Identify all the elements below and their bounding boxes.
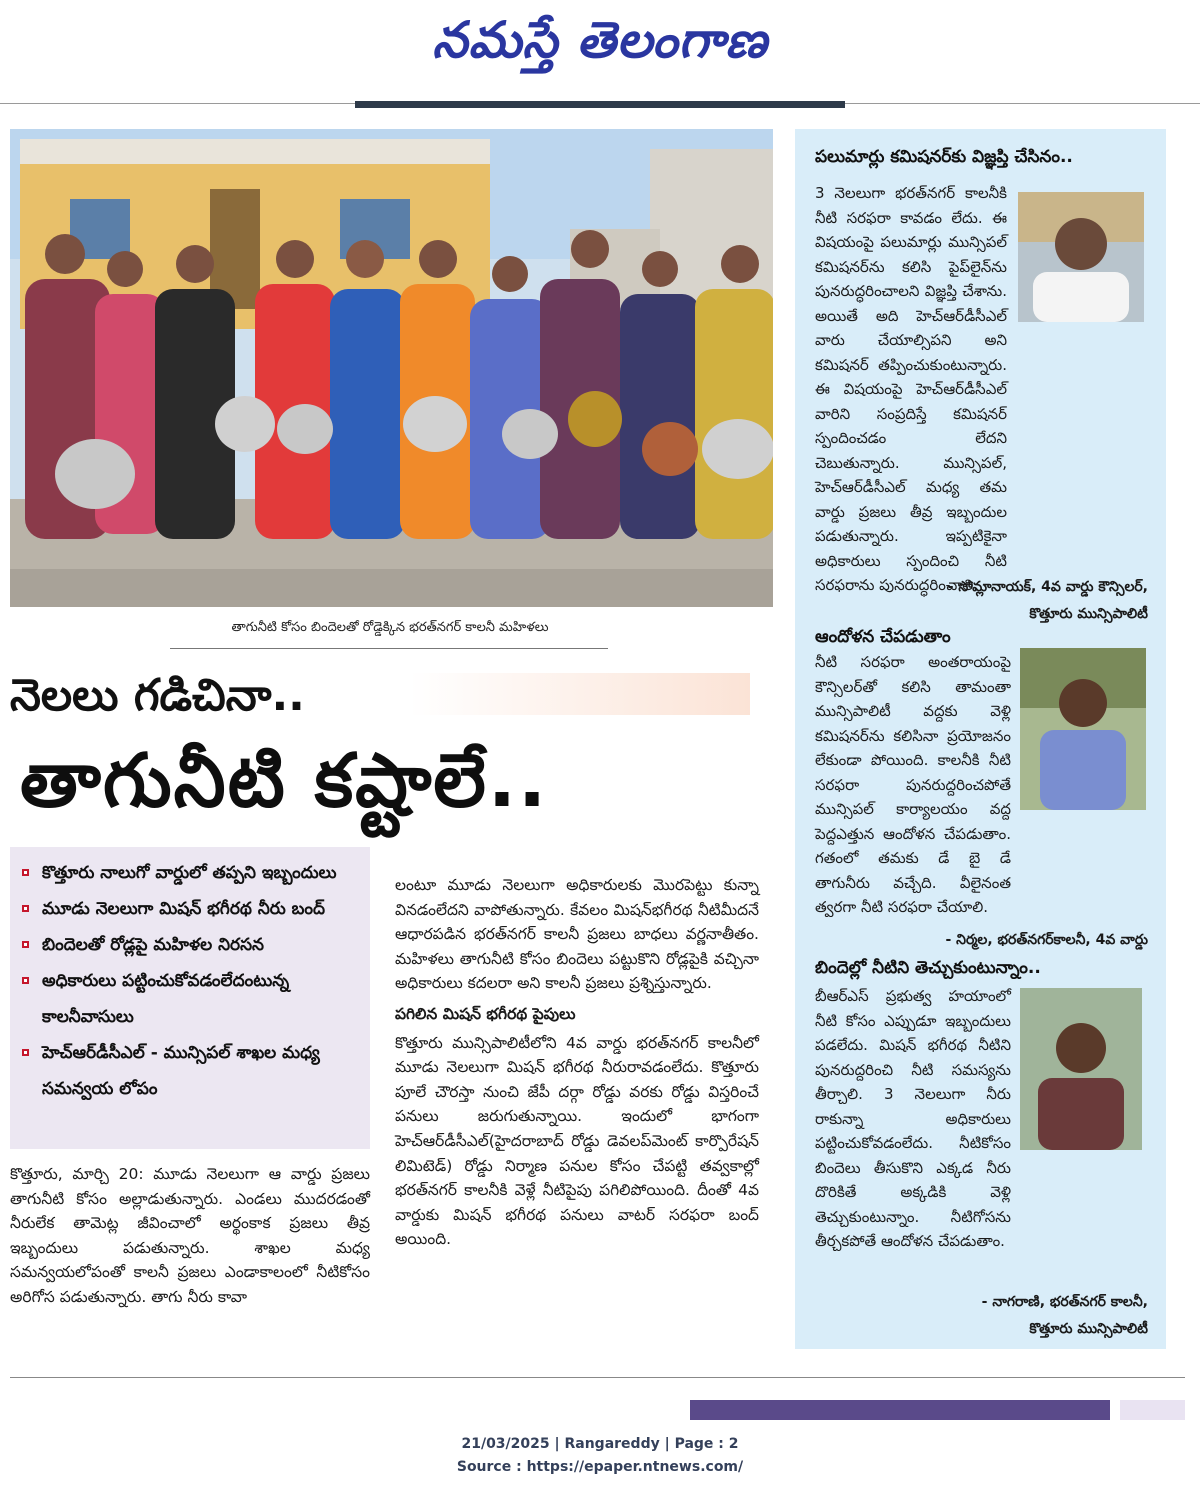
page-footer (0, 1433, 1200, 1479)
article-column-left: కొత్తూరు, మార్చి 20: మూడు నెలలుగా ఆ వార్డు ప్రజలు తాగునీటి కోసం అల్లాడుతున్నారు. ఎండలు ముదరడంతో నీరులేక తామెట్ల జీవించాలో అర్థంకాక ప్రజలు తీవ్ర ఇబ్బందులు పడుతున్నారు. శాఖల మధ్య సమన్వయలోపంతో కాలనీ ప్రజలు ఎండాకాలంలో నీటికోసం అరిగోస పడుతున్నారు. తాగు నీరు కావా (10, 1165, 370, 1306)
bullet-square-icon (22, 941, 29, 948)
bullet-square-icon (22, 977, 29, 984)
article-para: లంటూ మూడు నెలలుగా అధికారులకు మొరపెట్టు కున్నా వినడంలేదని వాపోతున్నారు. కేవలం మిషన్‌భగీరథ నీటిమీదనే ఆధారపడిన భరత్‌నగర్ కాలనీ ప్రజలు బాధలు వర్ణనాతీతం. మహిళలు తాగునీటి కోసం బిందెలు పట్టుకొని రోడ్లపైకి వచ్చినా అధికారులు కదలరా అని కాలనీ ప్రజలు ప్రశ్నిస్తున్నారు. (395, 876, 759, 993)
quote-heading: బిందెల్లో నీటిని తెచ్చుకుంటున్నాం.. (815, 958, 1041, 978)
bullet-square-icon (22, 905, 29, 912)
highlights-box (10, 847, 370, 1149)
page-bottom-divider (10, 1377, 1185, 1378)
article-para: కొత్తూరు మున్సిపాలిటీలోని 4వ వార్డు భరత్‌నగర్ కాలనీలో మూడు నెలలుగా మిషన్ భగీరథ నీరురావడంలేదు. కొత్తూరు పూలే చౌరస్తా నుంచి జేపీ దర్గా రోడ్డు వరకు రోడ్డు విస్తరించే పనులు జరుగుతున్నాయి. ఇందులో భాగంగా హెచ్‌ఆర్‌డీసీఎల్(హైదరాబాద్ రోడ్డు డెవలప్‌మెంట్ కార్పొరేషన్ లిమిటెడ్) రోడ్డు నిర్మాణ పనుల కోసం చేపట్టి తవ్వకాల్లో భరత్‌నగర్ కాలనీకి వెళ్లే నీటిపైపు పగిలిపోయింది. దీంతో 4వ వార్డుకు మిషన్ భగీరథ పనులు వాటర్ సరఫరా బంద్ అయింది. (395, 1033, 759, 1249)
quote-text: బీఆర్‌ఎస్ ప్రభుత్వ హయాంలో నీటి కోసం ఎప్పుడూ ఇబ్బందులు పడలేదు. మిషన్ భగీరథ నీటిని పునరుద్దరించి నీటి సమస్యను తీర్చాలి. 3 నెలలుగా నీరు రాకున్నా అధికారులు పట్టించుకోవడంలేదు. నీటికోసం బిందెలు తీసుకొని ఎక్కడ నీరు దొరికితే అక్కడికి వెళ్లి తెచ్చుకుంటున్నాం. నీటిగోసను తీర్చకపోతే ఆందోళన చేపడుతాం. (815, 987, 1011, 1250)
masthead-bar (355, 101, 845, 108)
caption-divider (170, 648, 608, 649)
bullet-square-icon (22, 1049, 29, 1056)
headline-kicker: నెలలు గడిచినా.. (10, 670, 305, 721)
article-column-mid (395, 873, 759, 1252)
highlight-item: కొత్తూరు నాలుగో వార్డులో తప్పని ఇబ్బందులు (18, 855, 362, 891)
quote-text: నీటి సరఫరా అంతరాయంపై కౌన్సిలర్‌తో కలిసి తామంతా మున్సిపాలిటీ వద్దకు వెళ్లి కమిషనర్‌ను కలిసినా ప్రయోజనం లేకుండా పోయింది. కాలనీకి నీటి సరఫరా పునరుద్దరించపోతే మున్సిపల్ కార్యాలయం వద్ద పెద్దఎత్తున ఆందోళన చేపడుతాం. గతంలో తమకు డే బై డే తాగునీరు వచ్చేది. వీలైనంత త్వరగా నీటి సరఫరా చేయాలి. (815, 653, 1011, 916)
quote-heading: ఆందోళన చేపడుతాం (815, 627, 951, 647)
quotes-sidebar (795, 129, 1166, 1349)
portrait-photo (1020, 648, 1146, 810)
quote-text: 3 నెలలుగా భరత్‌నగర్ కాలనీకి నీటి సరఫరా కావడం లేదు. ఈ విషయంపై పలుమార్లు మున్సిపల్ కమిషనర్‌ను కలిసి పైప్‌లైన్‌ను పునరుద్ధరించాలని విజ్ఞప్తి చేశాను. అయితే అది హెచ్‌ఆర్‌డీసీఎల్ వారు చేయాల్సిపని అని కమిషనర్ తప్పించుకుంటున్నారు. ఈ విషయంపై హెచ్‌ఆర్‌డీసీఎల్ వారిని సంప్రదిస్తే కమిషనర్ స్పందించడం లేదని చెబుతున్నారు. మున్సిపల్, హెచ్‌ఆర్‌డీసీఎల్ మధ్య తమ వార్డు ప్రజలు తీవ్ర ఇబ్బందుల పడుతున్నారు. ఇప్పటికైనా అధికారులు స్పందించి నీటి సరఫరాను పునరుద్ధరించాలి. (815, 184, 1007, 594)
masthead-logo: నమస్తే తెలంగాణ (432, 10, 768, 69)
advert-strip-end (1120, 1400, 1185, 1420)
highlight-item: హెచ్‌ఆర్‌డీసీఎల్ - మున్సిపల్ శాఖల మధ్య సమన్వయ లోపం (18, 1035, 362, 1107)
bullet-square-icon (22, 869, 29, 876)
quote-heading: పలుమార్లు కమిషనర్‌కు విజ్ఞప్తి చేసినం.. (815, 147, 1073, 167)
headline-band (410, 673, 750, 715)
highlight-item: మూడు నెలలుగా మిషన్ భగీరథ నీరు బంద్ (18, 891, 362, 927)
portrait-photo (1018, 192, 1144, 322)
footer-edition: 21/03/2025 | Rangareddy | Page : 2 (461, 1436, 739, 1452)
footer-source-link[interactable]: Source : https://epaper.ntnews.com/ (456, 1459, 744, 1475)
photo-caption: తాగునీటి కోసం బిందెలతో రోడ్డెక్కిన భరత్‌నగర్ కాలనీ మహిళలు (231, 620, 549, 635)
quote-credit: - నిర్మల, భరత్‌నగర్‌కాలనీ, 4వ వార్డు (945, 932, 1148, 948)
masthead (0, 10, 1200, 80)
article-subhead: పగిలిన మిషన్ భగీరథ పైపులు (395, 1004, 576, 1023)
quote-credit: - నాగరాణి, భరత్‌నగర్ కాలనీ, కొత్తూరు మున్సిపాలిటీ (981, 1294, 1148, 1337)
news-photo (10, 129, 773, 607)
highlight-item: బిందెలతో రోడ్లపై మహిళల నిరసన (18, 927, 362, 963)
advert-strip (690, 1400, 1110, 1420)
headline-main: తాగునీటి కష్టాలే.. (20, 738, 549, 824)
quote-credit: - సోమ్లానాయక్, 4వ వార్డు కౌన్సిలర్, కొత్తూరు మున్సిపాలిటీ (947, 579, 1148, 622)
highlight-item: అధికారులు పట్టించుకోవడంలేదంటున్న కాలనీవాసులు (18, 963, 362, 1035)
portrait-photo (1020, 988, 1142, 1150)
